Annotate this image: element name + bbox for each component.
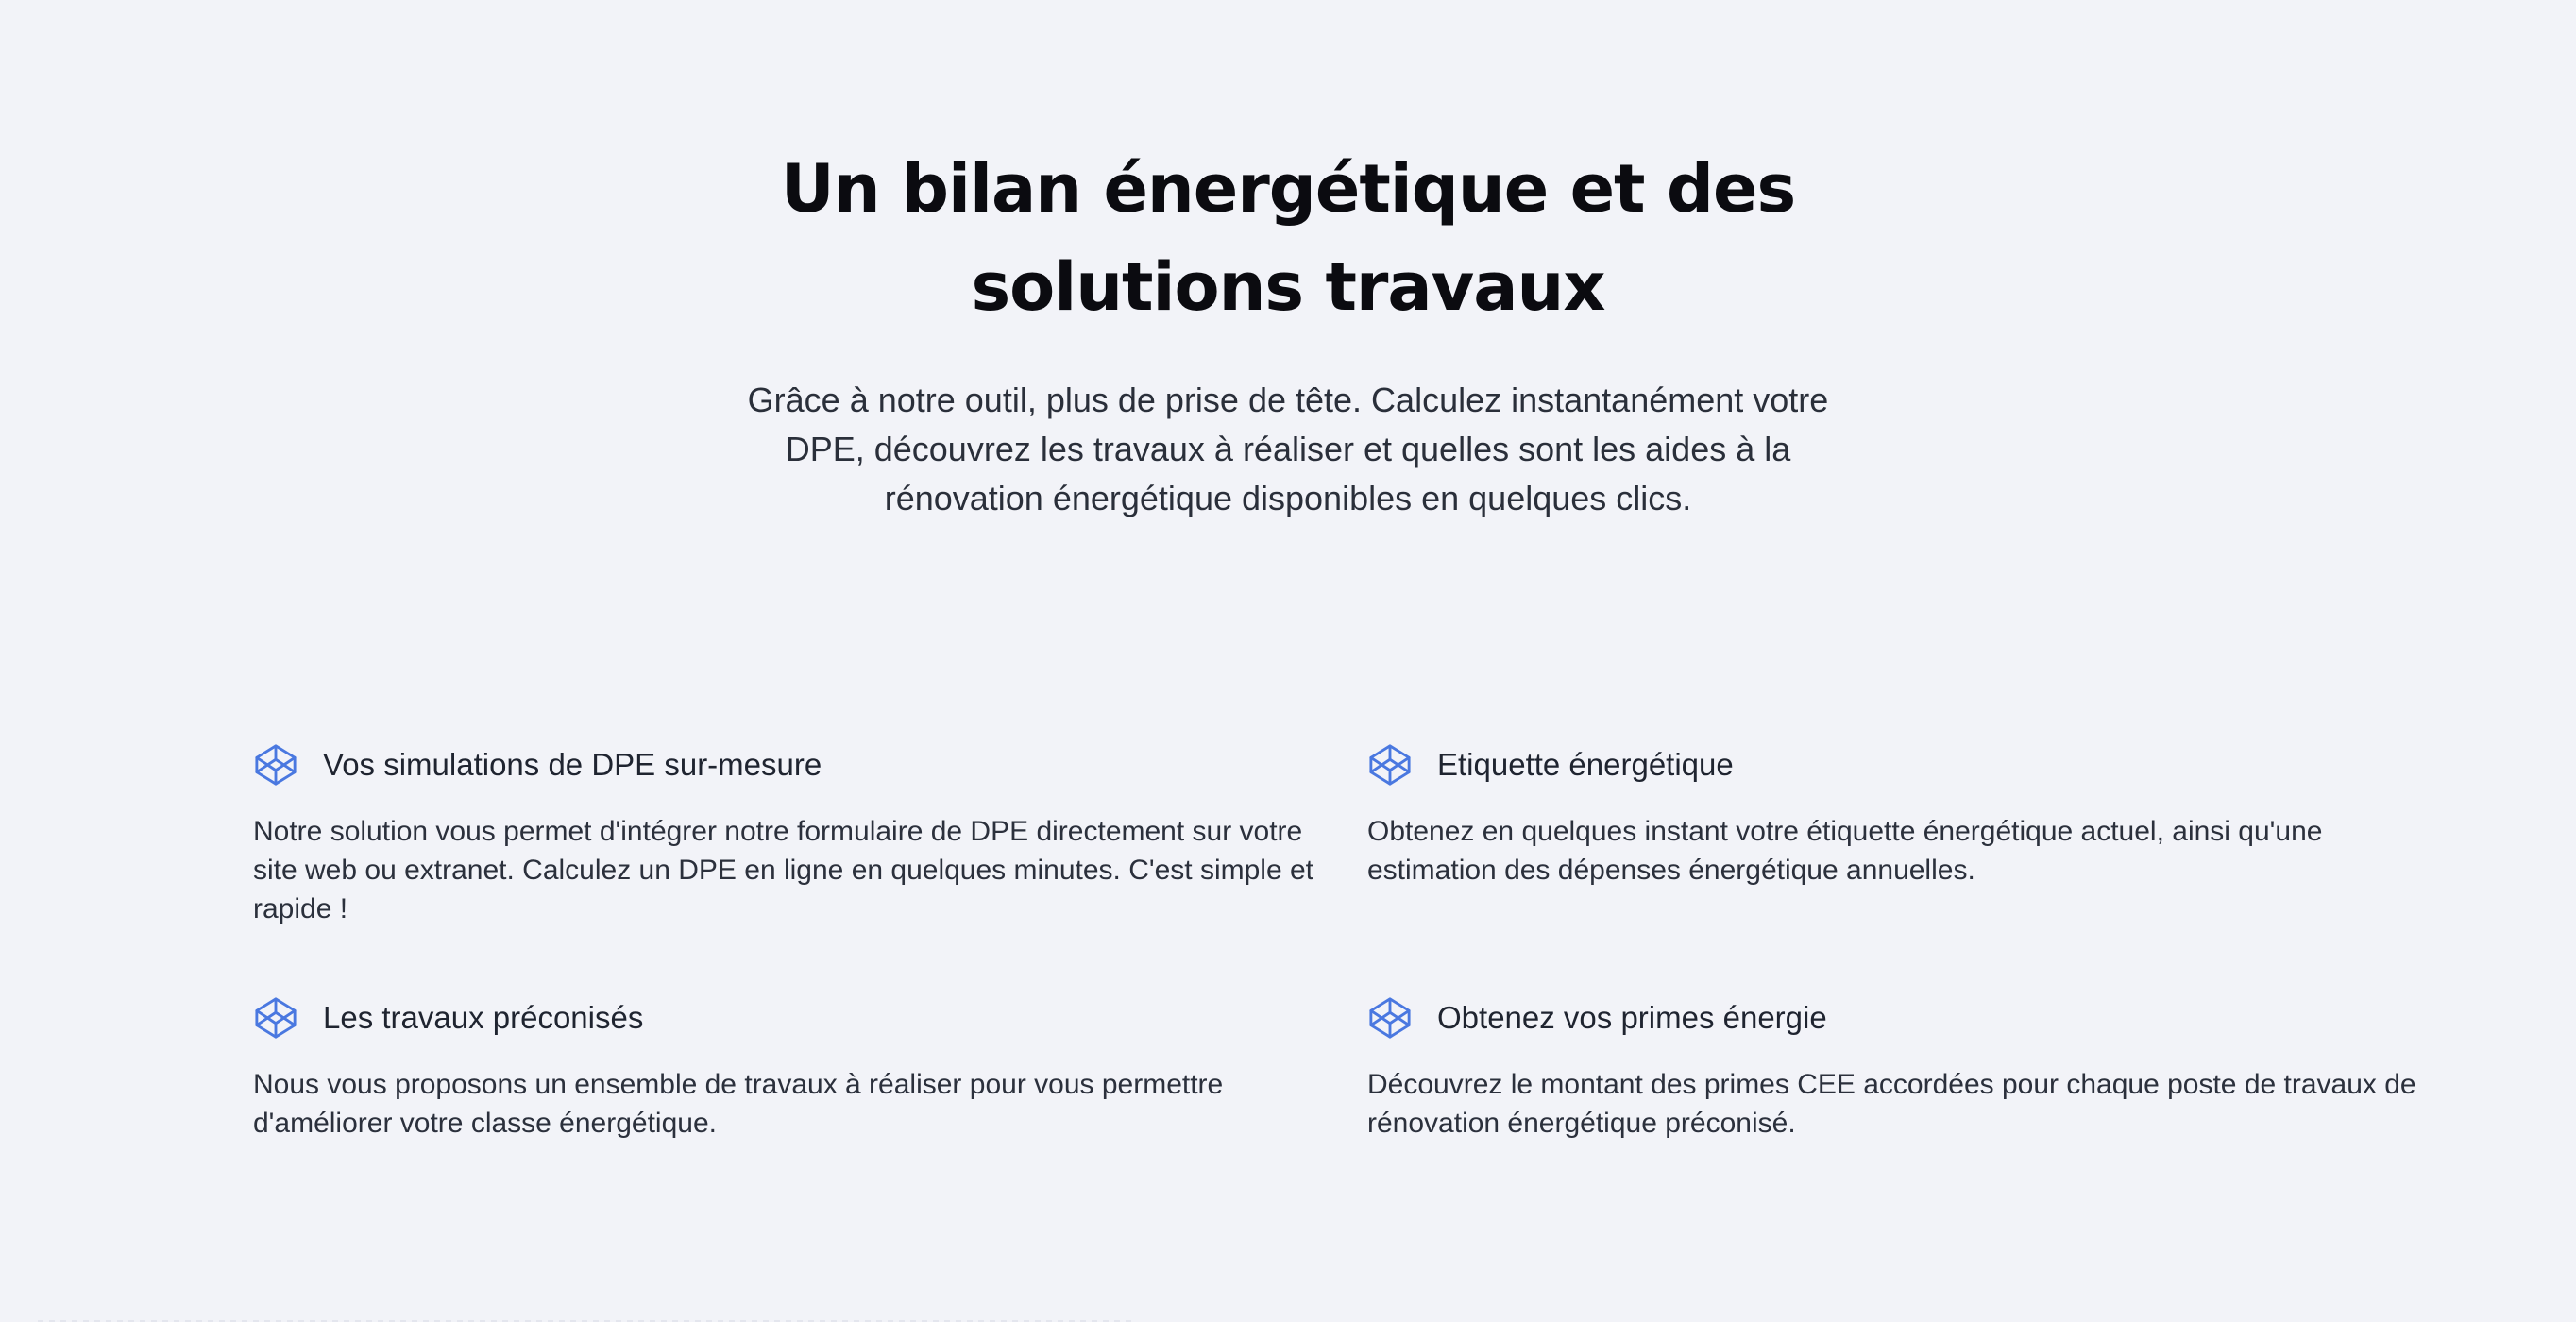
feature-energy-bonuses xyxy=(1367,990,2444,1243)
page-title-line-1: Un bilan énergétique et des xyxy=(780,150,1796,228)
feature-header xyxy=(1367,737,2444,793)
feature-description: Notre solution vous permet d'intégrer notre formulaire de DPE directement sur votre site web ou extranet. Calculez un DPE en ligne en quelques minutes. C'est simple et rapide ! xyxy=(253,816,1314,924)
feature-title: Obtenez vos primes énergie xyxy=(1437,1000,1827,1035)
codepen-cube-icon xyxy=(253,742,298,788)
feature-header xyxy=(253,990,1330,1046)
feature-description: Obtenez en quelques instant votre étiquette énergétique actuel, ainsi qu'une estimation des dépenses énergétique annuelles. xyxy=(1367,816,2323,886)
feature-dpe-simulations xyxy=(253,737,1330,990)
feature-description: Nous vous proposons un ensemble de travaux à réaliser pour vous permettre d'améliorer votre classe énergétique. xyxy=(253,1069,1224,1139)
feature-title: Les travaux préconisés xyxy=(323,1000,644,1035)
feature-header xyxy=(253,737,1330,793)
codepen-cube-icon xyxy=(253,995,298,1041)
feature-header xyxy=(1367,990,2444,1046)
feature-title: Vos simulations de DPE sur-mesure xyxy=(323,747,822,782)
feature-recommended-works xyxy=(253,990,1330,1243)
hero-section xyxy=(0,140,2576,523)
page-title-line-2: solutions travaux xyxy=(971,248,1605,326)
feature-description: Découvrez le montant des primes CEE accordées pour chaque poste de travaux de rénovation énergétique préconisé. xyxy=(1367,1069,2416,1139)
codepen-cube-icon xyxy=(1367,995,1413,1041)
codepen-cube-icon xyxy=(1367,742,1413,788)
hero-subtitle-line-2: DPE, découvrez les travaux à réaliser et quelles sont les aides à la xyxy=(785,430,1791,468)
hero-subtitle-line-1: Grâce à notre outil, plus de prise de tête. Calculez instantanément votre xyxy=(747,381,1829,419)
hero-subtitle-line-3: rénovation énergétique disponibles en quelques clics. xyxy=(884,479,1692,517)
page-title xyxy=(721,140,1855,336)
feature-energy-label xyxy=(1367,737,2444,990)
feature-title: Etiquette énergétique xyxy=(1437,747,1734,782)
features-grid xyxy=(253,737,2444,1243)
hero-subtitle xyxy=(665,376,1911,523)
